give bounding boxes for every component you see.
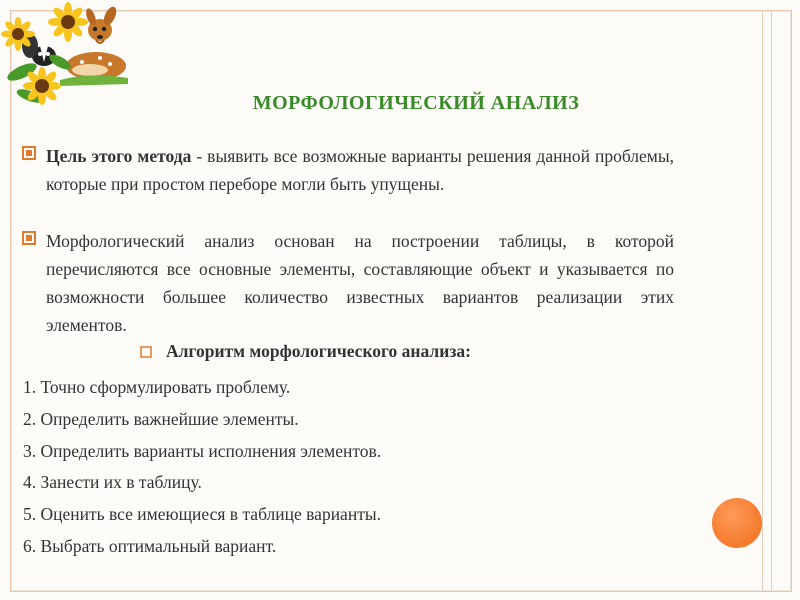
bullet-method <box>46 227 674 339</box>
algorithm-step: 6. Выбрать оптимальный вариант. <box>23 535 277 556</box>
algorithm-heading-row <box>140 341 471 362</box>
square-bullet-icon <box>22 146 36 160</box>
algorithm-step: 1. Точно сформулировать проблему. <box>23 377 291 397</box>
algorithm-heading: Алгоритм морфологического анализа: <box>166 341 471 361</box>
bullet-goal <box>46 142 674 198</box>
bullet-goal-lead: Цель этого метода <box>46 146 192 166</box>
bullet-goal-text: - выявить все возможные варианты решения данной проблемы, которые при простом переборе могли быть упущены. <box>46 146 674 194</box>
algorithm-step: 2. Определить важнейшие элементы. <box>23 408 299 429</box>
slide-edge-stripe <box>762 10 772 590</box>
slide-title: МОРФОЛОГИЧЕСКИЙ АНАЛИЗ <box>252 92 580 114</box>
algorithm-step: 3. Определить варианты исполнения элементов. <box>23 440 382 461</box>
accent-dot <box>712 498 762 548</box>
algorithm-steps <box>23 372 381 563</box>
square-bullet-icon <box>22 231 36 245</box>
bullet-method-text: Морфологический анализ основан на построении таблицы, в которой перечисляются все основные элементы, составляющие объект и указывается по возможности большее количество известных вариантов реализации этих элементов. <box>46 231 674 335</box>
algorithm-step: 5. Оценить все имеющиеся в таблице варианты. <box>23 504 381 525</box>
square-bullet-icon <box>140 346 152 358</box>
algorithm-step: 4. Занести их в таблицу. <box>23 472 202 493</box>
sunflower-deer-illustration <box>0 0 140 110</box>
